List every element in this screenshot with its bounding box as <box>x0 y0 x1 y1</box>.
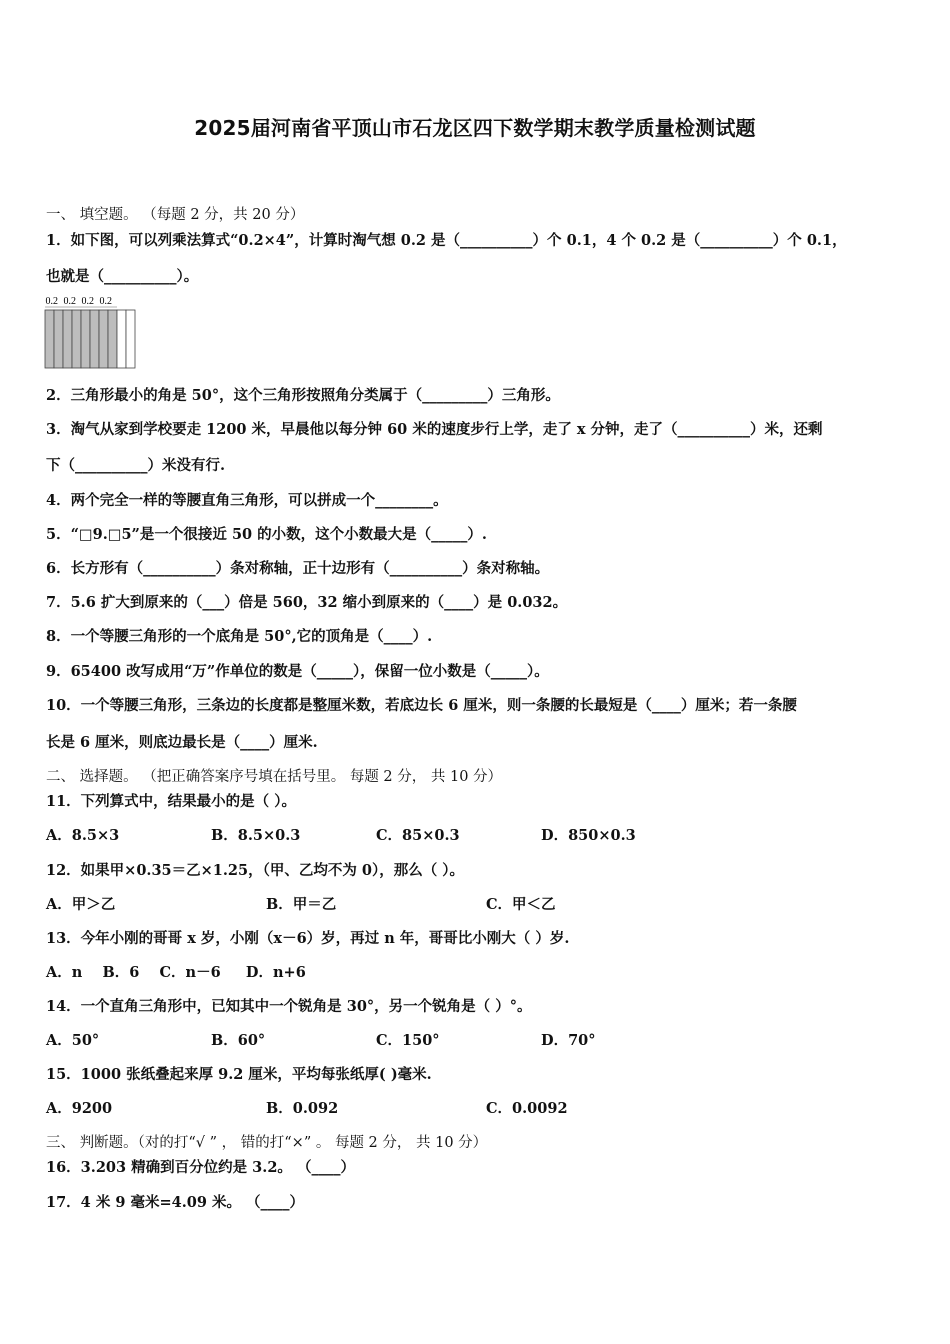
question-3-line-1: 3．淘气从家到学校要走 1200 米，早晨他以每分钟 60 米的速度步行上学，走了 x 分钟，走了（__________）米，还剩 <box>46 421 823 438</box>
q15-option-a: A．9200 <box>46 1100 113 1117</box>
q12-option-c: C．甲＜乙 <box>486 896 556 913</box>
question-5: 5．“□9.□5”是一个很接近 50 的小数，这个小数最大是（_____）. <box>46 526 487 543</box>
question-7: 7．5.6 扩大到原来的（___）倍是 560，32 缩小到原来的（____）是 0.032。 <box>46 594 568 611</box>
q14-option-b: B．60° <box>211 1032 266 1049</box>
question-10-line-2: 长是 6 厘米，则底边最长是（____）厘米. <box>46 734 318 751</box>
q14-option-a: A．50° <box>46 1032 100 1049</box>
shaded-strip <box>90 310 99 368</box>
strip-label: 0.2 <box>63 296 76 307</box>
shaded-strip <box>81 310 90 368</box>
q11-option-b: B．8.5×0.3 <box>211 827 301 844</box>
q13-options: A．n B．6 C．n－6 D．n+6 <box>46 964 306 981</box>
question-13: 13．今年小刚的哥哥 x 岁，小刚（x－6）岁，再过 n 年，哥哥比小刚大（ ）岁. <box>46 930 570 947</box>
blank-strip <box>126 310 135 368</box>
question-11: 11．下列算式中，结果最小的是（ ）。 <box>46 793 296 810</box>
q11-option-a: A．8.5×3 <box>46 827 120 844</box>
section-fill-in-heading: 一、 填空题。 （每题 2 分，共 20 分） <box>46 207 305 223</box>
q15-option-c: C．0.0092 <box>486 1100 568 1117</box>
question-6: 6．长方形有（__________）条对称轴，正十边形有（__________）条对称轴。 <box>46 560 550 577</box>
shaded-strip <box>72 310 81 368</box>
question-17: 17．4 米 9 毫米=4.09 米。 （____） <box>46 1194 305 1211</box>
decimal-strip-figure <box>44 292 140 370</box>
q11-option-d: D．850×0.3 <box>541 827 636 844</box>
strip-label: 0.2 <box>99 296 112 307</box>
question-4: 4．两个完全一样的等腰直角三角形，可以拼成一个________。 <box>46 492 448 509</box>
shaded-strip <box>63 310 72 368</box>
q14-option-c: C．150° <box>376 1032 440 1049</box>
question-15: 15．1000 张纸叠起来厚 9.2 厘米，平均每张纸厚( )毫米. <box>46 1066 432 1083</box>
question-1-line-1: 1．如下图，可以列乘法算式“0.2×4”，计算时淘气想 0.2 是（__________）个 0.1，4 个 0.2 是（__________）个 0.1， <box>46 232 847 249</box>
strip-label: 0.2 <box>45 296 58 307</box>
question-12: 12．如果甲×0.35＝乙×1.25，（甲、乙均不为 0），那么（ ）。 <box>46 862 465 879</box>
question-1-line-2: 也就是（__________）。 <box>46 268 199 285</box>
shaded-strip <box>99 310 108 368</box>
question-14: 14．一个直角三角形中，已知其中一个锐角是 30°，另一个锐角是（ ）°。 <box>46 998 532 1015</box>
question-9: 9．65400 改写成用“万”作单位的数是（_____），保留一位小数是（_____）。 <box>46 663 549 680</box>
q11-option-c: C．85×0.3 <box>376 827 460 844</box>
q12-option-a: A．甲＞乙 <box>46 896 116 913</box>
shaded-strip <box>45 310 54 368</box>
question-3-line-2: 下（__________）米没有行. <box>46 457 226 474</box>
q14-option-d: D．70° <box>541 1032 596 1049</box>
question-8: 8．一个等腰三角形的一个底角是 50°,它的顶角是（____）. <box>46 628 433 645</box>
section-choice-heading: 二、 选择题。 （把正确答案序号填在括号里。 每题 2 分， 共 10 分） <box>46 769 503 785</box>
question-16: 16．3.203 精确到百分位约是 3.2。 （____） <box>46 1159 355 1176</box>
question-2: 2．三角形最小的角是 50°，这个三角形按照角分类属于（_________）三角形。 <box>46 387 560 404</box>
page-title: 2025届河南省平顶山市石龙区四下数学期末教学质量检测试题 <box>194 116 756 140</box>
shaded-strip <box>108 310 117 368</box>
section-judge-heading: 三、 判断题。（对的打“√ ” ， 错的打“×” 。 每题 2 分， 共 10 分） <box>46 1135 488 1151</box>
blank-strip <box>117 310 126 368</box>
strip-label: 0.2 <box>81 296 94 307</box>
shaded-strip <box>54 310 63 368</box>
q15-option-b: B．0.092 <box>266 1100 339 1117</box>
q12-option-b: B．甲＝乙 <box>266 896 337 913</box>
question-10-line-1: 10．一个等腰三角形，三条边的长度都是整厘米数，若底边长 6 厘米，则一条腰的长最短是（____）厘米；若一条腰 <box>46 697 797 714</box>
